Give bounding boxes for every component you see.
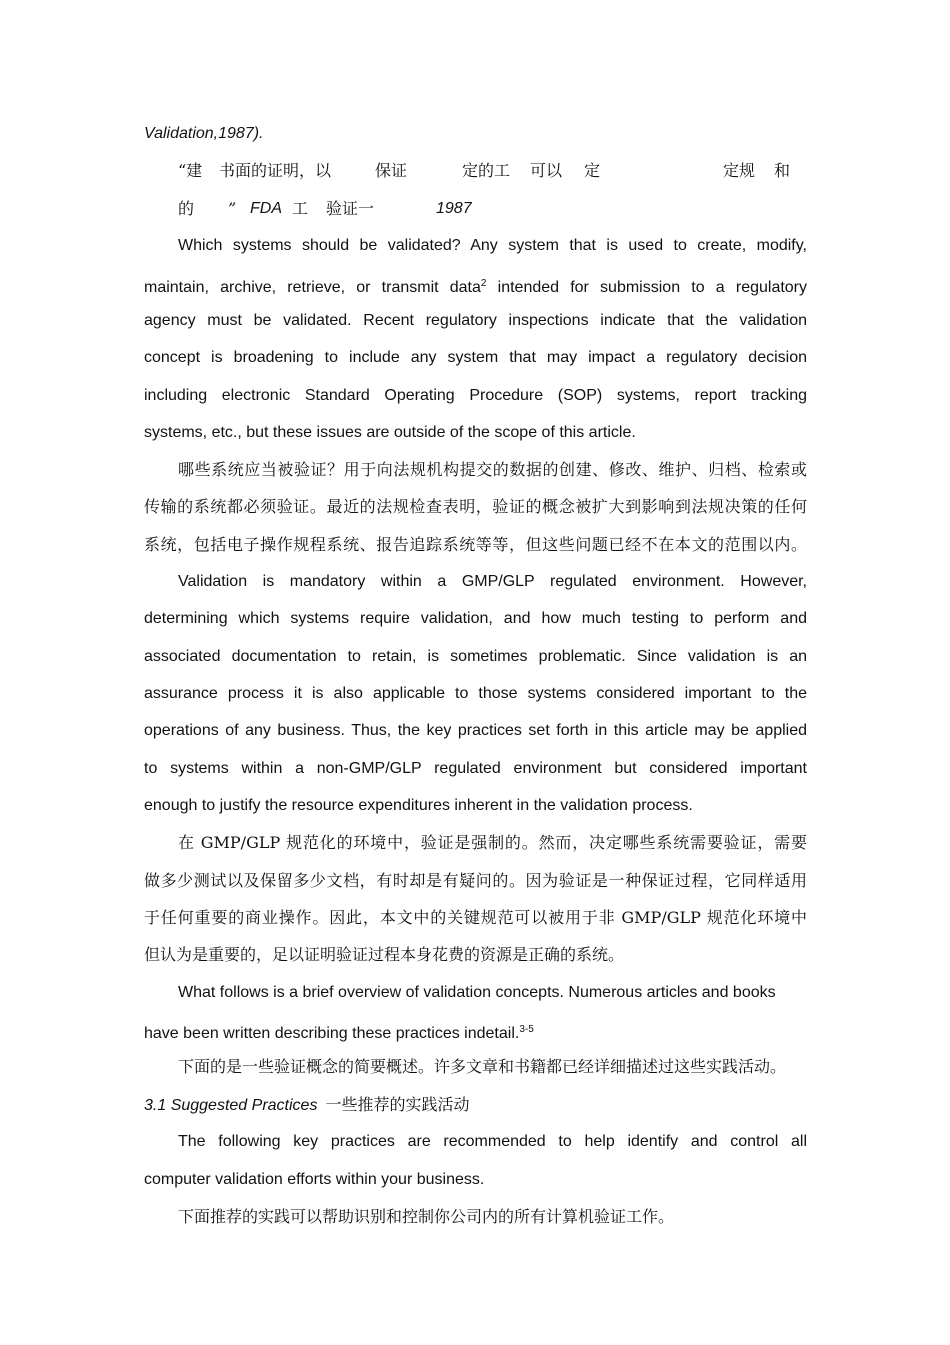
text-fragment: 定	[584, 161, 601, 180]
text-line: 传输的系统都必须验证。最近的法规检查表明，验证的概念被扩大到影响到法规决策的任何	[144, 497, 807, 516]
text-fragment: 和	[774, 161, 791, 180]
text-fragment: 书面的证明，以	[219, 161, 332, 180]
fragment-line	[178, 161, 807, 181]
text-line: to systems within a non-GMP/GLP regulated environment but considered important	[144, 760, 807, 777]
text-line: 哪些系统应当被验证？用于向法规机构提交的数据的创建、修改、维护、归档、检索或	[178, 460, 807, 479]
text-fragment: 定的工	[462, 161, 511, 180]
text-fragment: 保证	[375, 161, 408, 180]
text-line: determining which systems require validation, and how much testing to perform and	[144, 610, 807, 627]
text-line: 做多少测试以及保留多少文档，有时却是有疑问的。因为验证是一种保证过程，它同样适用	[144, 871, 807, 890]
text-fragment: 验证一	[326, 199, 375, 218]
text-line: Which systems should be validated? Any system that is used to create, modify,	[178, 237, 807, 254]
text-line: Validation,1987).	[144, 125, 264, 142]
text-fragment: 1987	[436, 200, 472, 217]
section-heading-cn: 一些推荐的实践活动	[325, 1095, 470, 1114]
text-line: Validation is mandatory within a GMP/GLP regulated environment. However,	[178, 573, 807, 590]
text-line: 但认为是重要的，足以证明验证过程本身花费的资源是正确的系统。	[144, 945, 625, 964]
text-line: 下面的是一些验证概念的简要概述。许多文章和书籍都已经详细描述过这些实践活动。	[178, 1057, 787, 1076]
text-line: associated documentation to retain, is sometimes problematic. Since validation is an	[144, 648, 807, 665]
text-line: 于任何重要的商业操作。因此，本文中的关键规范可以被用于非 GMP/GLP 规范化环境中	[144, 908, 807, 927]
text-line: have been written describing these practices indetail.$^{3-5}$	[144, 1024, 534, 1042]
text-line: operations of any business. Thus, the key practices set forth in this article may be applied	[144, 722, 807, 739]
text-line: computer validation efforts within your business.	[144, 1171, 485, 1188]
text-line: 下面推荐的实践可以帮助识别和控制你公司内的所有计算机验证工作。	[178, 1207, 675, 1226]
section-heading-en: 3.1 Suggested Practices	[144, 1097, 318, 1114]
text-line: systems, etc., but these issues are outside of the scope of this article.	[144, 424, 636, 441]
section-heading	[144, 1095, 807, 1116]
text-fragment: 的	[178, 199, 195, 218]
text-line: 系统，包括电子操作规程系统、报告追踪系统等等，但这些问题已经不在本文的范围以内。	[144, 535, 807, 554]
text-line: concept is broadening to include any system that may impact a regulatory decision	[144, 349, 807, 366]
text-line: What follows is a brief overview of validation concepts. Numerous articles and books	[178, 984, 776, 1001]
fragment-line	[178, 199, 807, 219]
text-line: assurance process it is also applicable to those systems considered important to the	[144, 685, 807, 702]
text-line: 在 GMP/GLP 规范化的环境中，验证是强制的。然而，决定哪些系统需要验证，需要	[178, 833, 807, 852]
text-line: enough to justify the resource expenditures inherent in the validation process.	[144, 797, 693, 814]
text-line: agency must be validated. Recent regulatory inspections indicate that the validation	[144, 312, 807, 329]
text-line: maintain, archive, retrieve, or transmit data$^2$ intended for submission to a regulatory	[144, 278, 808, 296]
text-fragment: FDA	[250, 200, 282, 217]
text-line: The following key practices are recommended to help identify and control all	[178, 1133, 807, 1150]
text-fragment: 工	[292, 199, 309, 218]
text-fragment: 可以	[530, 161, 563, 180]
text-line: including electronic Standard Operating Procedure (SOP) systems, report tracking	[144, 387, 807, 404]
text-fragment: “建	[178, 161, 203, 180]
text-fragment: ”	[228, 199, 237, 218]
text-fragment: 定规	[723, 161, 756, 180]
